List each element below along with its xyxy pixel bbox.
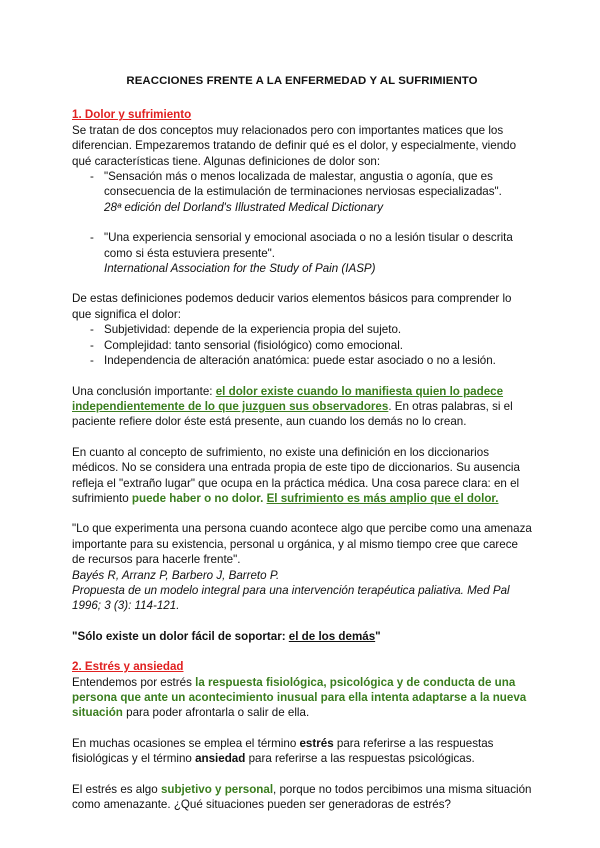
elements-list [72,322,532,368]
definitions-list [72,169,532,200]
paragraph-suffering [72,445,532,507]
list-item: - Complejidad: tanto sensorial (fisiológico) como emocional. [72,338,532,353]
highlight-suffering-1: puede haber o no dolor. [131,491,264,505]
paragraph-terms [72,736,532,767]
list-item: - Independencia de alteración anatómica: puede estar asociado o no a lesión. [72,353,532,368]
text-span: para referirse a las respuestas fisiológicas y el término [72,736,494,766]
paragraph-conclusion [72,384,532,430]
definition-text: "Una experiencia sensorial y emocional asociada o no a lesión tisular o descrita como si ésta estuviera presente". [104,231,513,260]
text-span: "Sólo existe un dolor fácil de soportar: [72,629,289,643]
highlight-stress-def: la respuesta fisiológica, psicológica y de conducta de una persona que ante un acontecimiento inusual para ella intenta adaptarse a la nueva situación [72,675,527,720]
quote-reference: Propuesta de un modelo integral para una intervención terapéutica paliativa. Med Pal 1996; 3 (3): 114-121. [72,583,510,613]
term-estres: estrés [299,736,334,750]
list-item: - Subjetividad: depende de la experiencia propia del sujeto. [72,322,532,337]
definition-source: 28ª edición del Dorland's Illustrated Medical Dictionary [104,200,384,214]
definition-item-2 [72,230,532,261]
highlight-conclusion: el dolor existe cuando lo manifiesta quien lo padece independientemente de lo que juzguen sus observadores [72,384,504,413]
text-span: para referirse a las respuestas psicológicas. [245,752,475,766]
paragraph-intro: Se tratan de dos conceptos muy relacionados pero con importantes matices que los diferencian. Empezaremos tratando de definir qué es el dolor, y especialmente, viendo qué características tiene. Algunas definiciones de dolor son: [72,123,517,168]
definition-text: "Sensación más o menos localizada de malestar, angustia o agonía, que es consecuencia de la estimulación de terminaciones nerviosas especializadas". [104,170,502,199]
section-heading-dolor: 1. Dolor y sufrimiento [72,108,192,122]
highlight-suffering-2: El sufrimiento es más amplio que el dolor. [266,491,499,505]
saying-underlined: el de los demás [288,629,376,643]
document-page [72,74,532,812]
quote-text: "Lo que experimenta una persona cuando acontece algo que percibe como una amenaza importante para su existencia, personal u orgánica, y al mismo tiempo cree que carece de recursos para hacerle frente". [72,522,532,567]
saying [72,629,532,644]
text-span: Una conclusión importante: [72,384,216,398]
paragraph-subjective [72,782,532,813]
text-span: . En otras palabras, si el paciente refiere dolor éste está presente, aun cuando los demás no lo crean. [72,399,513,429]
text-span: Entendemos por estrés [72,675,196,689]
term-ansiedad: ansiedad [195,752,246,766]
definitions-list-2 [72,230,532,261]
document-title: REACCIONES FRENTE A LA ENFERMEDAD Y AL SUFRIMIENTO [126,75,478,87]
definition-source: International Association for the Study of Pain (IASP) [104,262,376,276]
text-span: En muchas ocasiones se emplea el término [72,736,300,750]
text-span: El estrés es algo [72,782,161,796]
paragraph-stress-def [72,675,532,721]
paragraph-elements-intro: De estas definiciones podemos deducir varios elementos básicos para comprender lo que significa el dolor: [72,292,512,321]
quote-authors: Bayés R, Arranz P, Barbero J, Barreto P. [72,568,280,582]
text-span: , porque no todos percibimos una misma situación como amenazante. ¿Qué situaciones pueden ser generadoras de estrés? [72,782,532,812]
definition-item-1 [72,169,532,200]
section-heading-estres: 2. Estrés y ansiedad [72,660,184,674]
text-span: para poder afrontarla o salir de ella. [122,706,310,720]
highlight-subjective: subjetivo y personal [160,782,274,796]
text-span: En cuanto al concepto de sufrimiento, no existe una definición en los diccionarios médicos. No se considera una entrada propia de este tipo de diccionarios. Su ausencia refleja el "extraño lugar" que ocupa en la práctica médica. Una cosa parece clara: en el sufrimiento [72,445,520,505]
text-span: " [375,629,381,643]
